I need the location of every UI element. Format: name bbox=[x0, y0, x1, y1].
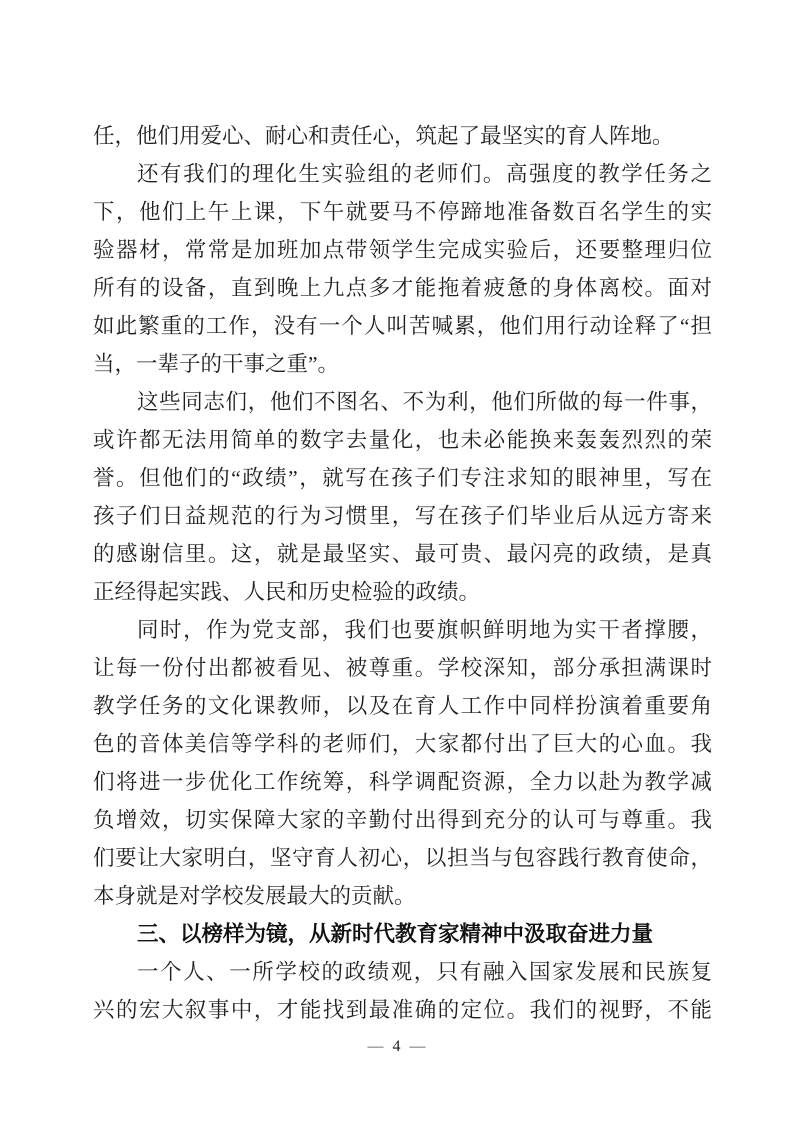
text-line: 们要让大家明白，坚守育人初心，以担当与包容践行教育使命， bbox=[93, 846, 712, 870]
footer-page-number: 4 bbox=[392, 1038, 401, 1055]
text-line: 如此繁重的工作，没有一个人叫苦喊累，他们用行动诠释了“担 bbox=[93, 314, 712, 338]
text-line: 任，他们用爱心、耐心和责任心，筑起了最坚实的育人阵地。 bbox=[93, 124, 674, 148]
text-line: 同时，作为党支部，我们也要旗帜鲜明地为实干者撑腰， bbox=[137, 618, 712, 642]
text-line: 还有我们的理化生实验组的老师们。高强度的教学任务之 bbox=[137, 162, 712, 186]
text-line: 这些同志们，他们不图名、不为利，他们所做的每一件事， bbox=[137, 390, 712, 414]
text-line: 孩子们日益规范的行为习惯里，写在孩子们毕业后从远方寄来 bbox=[93, 504, 712, 528]
page-footer bbox=[0, 1036, 793, 1058]
text-line: 本身就是对学校发展最大的贡献。 bbox=[93, 884, 416, 908]
text-line: 或许都无法用简单的数字去量化，也未必能换来轰轰烈烈的荣 bbox=[93, 428, 712, 452]
section-heading: 三、以榜样为镜，从新时代教育家精神中汲取奋进力量 bbox=[137, 922, 654, 946]
text-line: 的感谢信里。这，就是最坚实、最可贵、最闪亮的政绩，是真 bbox=[93, 542, 712, 566]
document-body bbox=[93, 117, 712, 1029]
text-line: 一个人、一所学校的政绩观，只有融入国家发展和民族复 bbox=[137, 960, 712, 984]
text-line: 所有的设备，直到晚上九点多才能拖着疲惫的身体离校。面对 bbox=[93, 276, 712, 300]
text-line: 色的音体美信等学科的老师们，大家都付出了巨大的心血。我 bbox=[93, 732, 712, 756]
text-line: 负增效，切实保障大家的辛勤付出得到充分的认可与尊重。我 bbox=[93, 808, 712, 832]
footer-dash-left: — bbox=[367, 1038, 384, 1055]
text-line: 当，一辈子的干事之重”。 bbox=[93, 352, 340, 376]
text-line: 验器材，常常是加班加点带领学生完成实验后，还要整理归位 bbox=[93, 238, 712, 262]
text-line: 誉。但他们的“政绩”，就写在孩子们专注求知的眼神里，写在 bbox=[93, 466, 712, 490]
text-line: 兴的宏大叙事中，才能找到最准确的定位。我们的视野，不能 bbox=[93, 998, 712, 1022]
footer-dash-right: — bbox=[409, 1038, 426, 1055]
text-line: 下，他们上午上课，下午就要马不停蹄地准备数百名学生的实 bbox=[93, 200, 712, 224]
text-line: 让每一份付出都被看见、被尊重。学校深知，部分承担满课时 bbox=[93, 656, 712, 680]
text-line: 正经得起实践、人民和历史检验的政绩。 bbox=[93, 580, 481, 604]
text-line: 们将进一步优化工作统筹，科学调配资源，全力以赴为教学减 bbox=[93, 770, 712, 794]
text-line: 教学任务的文化课教师，以及在育人工作中同样扮演着重要角 bbox=[93, 694, 712, 718]
